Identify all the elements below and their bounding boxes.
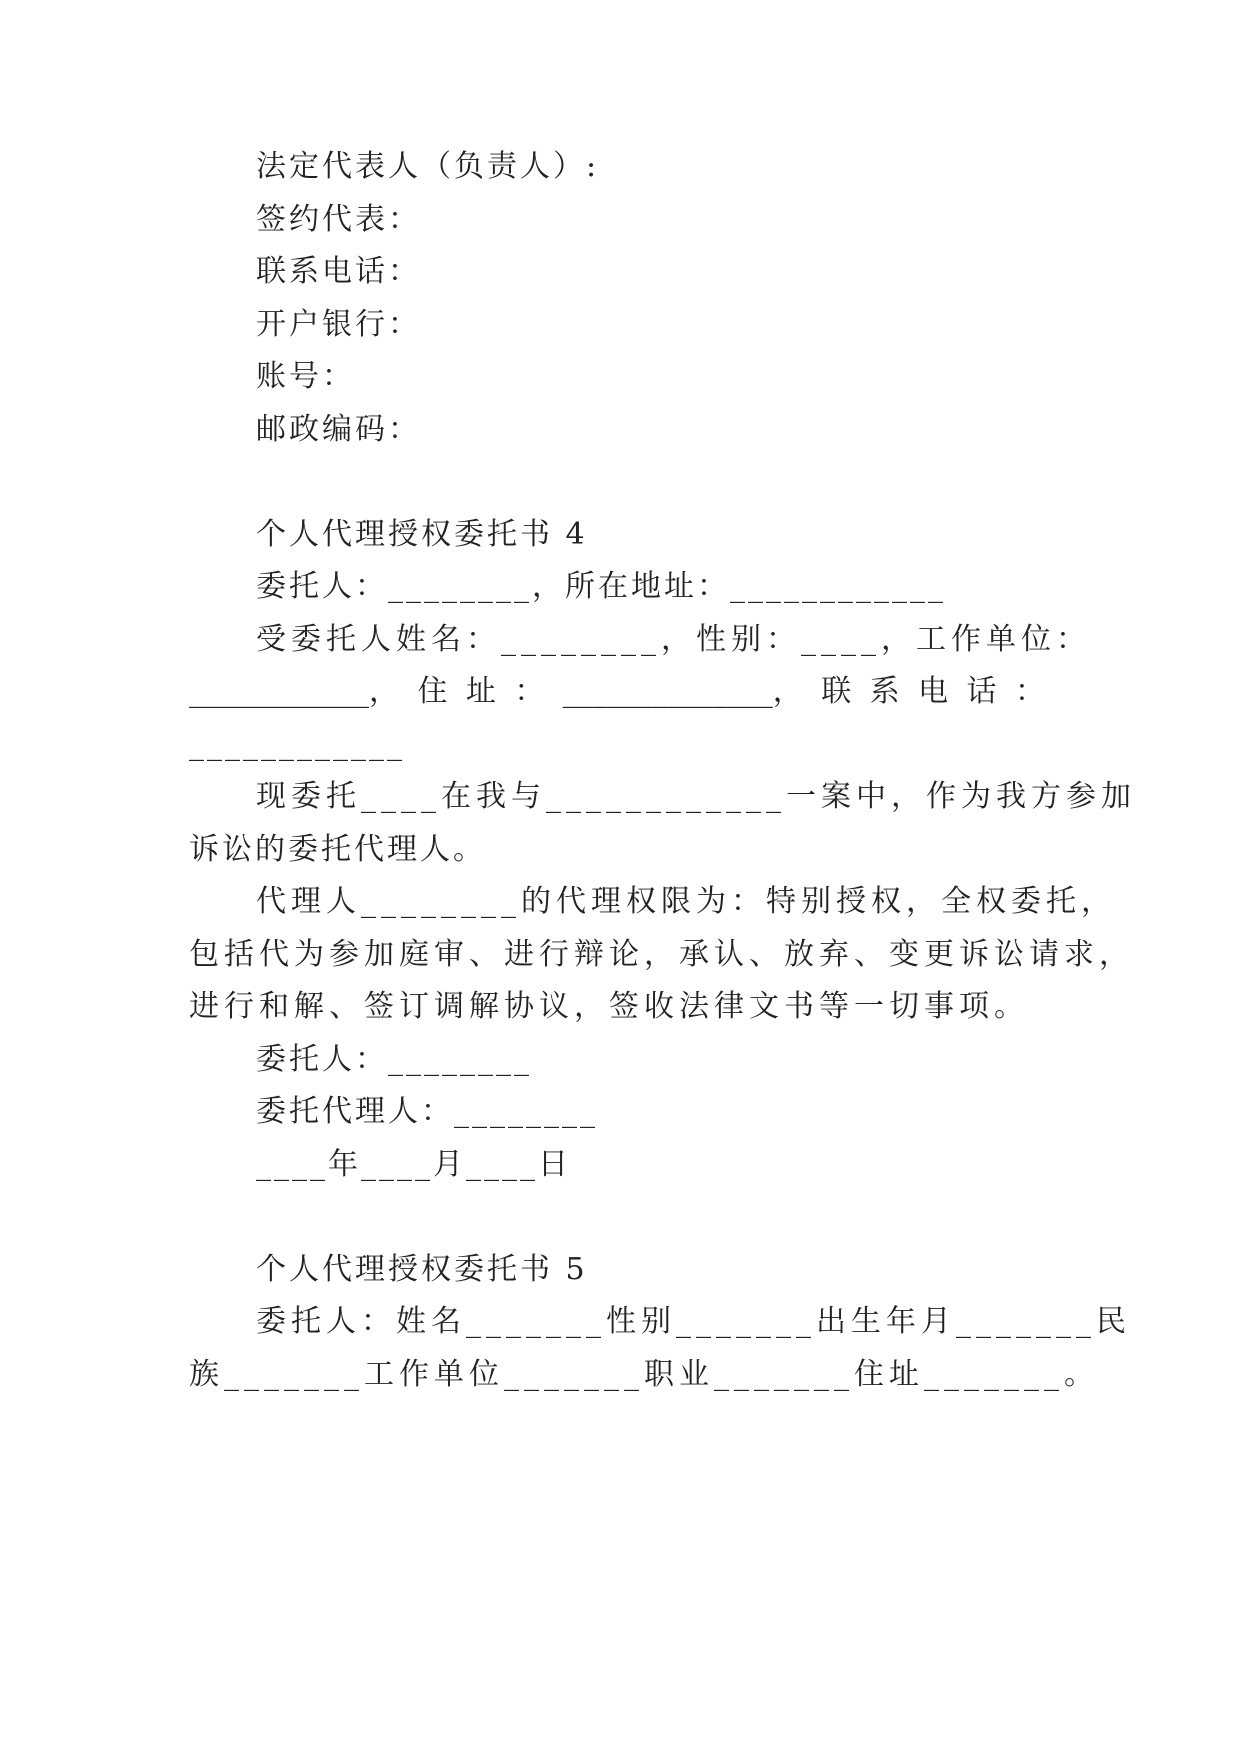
workplace-blank: ____________， bbox=[189, 674, 399, 709]
section4-sign-agent: 委托代理人：________ bbox=[256, 1094, 598, 1129]
signing-representative-line: 签约代表： bbox=[256, 202, 421, 237]
address-colon: ： bbox=[514, 674, 545, 709]
contact-phone-line: 联系电话： bbox=[256, 254, 421, 289]
account-line: 账号： bbox=[256, 359, 355, 394]
section4-agent-line-2 bbox=[189, 672, 1045, 712]
section5-title: 个人代理授权委托书 5 bbox=[256, 1252, 588, 1287]
address-blank: ______________， bbox=[562, 674, 803, 709]
section4-para2-line3: 进行和解、签订调解协议，签收法律文书等一切事项。 bbox=[189, 989, 1029, 1024]
section4-principal-line: 委托人：________，所在地址：____________ bbox=[256, 569, 946, 604]
address-char-2: 址 bbox=[465, 674, 496, 709]
section4-sign-principal: 委托人：________ bbox=[256, 1042, 532, 1077]
phone-char-2: 系 bbox=[869, 674, 900, 709]
address-char-1: 住 bbox=[417, 674, 448, 709]
phone-char-1: 联 bbox=[821, 674, 852, 709]
legal-representative-line: 法定代表人（负责人）: bbox=[256, 149, 600, 184]
section5-line2: 族_______工作单位_______职业_______住址_______。 bbox=[189, 1357, 1099, 1392]
section4-date: ____年____月____日 bbox=[256, 1147, 571, 1182]
section4-agent-line-3: ____________ bbox=[189, 727, 405, 762]
section4-title: 个人代理授权委托书 4 bbox=[256, 517, 588, 552]
section4-para2-line1: 代理人________的代理权限为：特别授权，全权委托， bbox=[256, 884, 1116, 919]
section5-line1: 委托人：姓名_______性别_______出生年月_______民 bbox=[256, 1304, 1131, 1339]
section4-para1-line2: 诉讼的委托代理人。 bbox=[189, 832, 486, 867]
postal-code-line: 邮政编码： bbox=[256, 412, 421, 447]
phone-char-3: 电 bbox=[918, 674, 949, 709]
section4-agent-line-1: 受委托人姓名：________，性别：____，工作单位： bbox=[256, 622, 1091, 657]
section4-para1-line1: 现委托____在我与____________一案中，作为我方参加 bbox=[256, 779, 1136, 814]
section4-para2-line2: 包括代为参加庭审、进行辩论，承认、放弃、变更诉讼请求， bbox=[189, 937, 1134, 972]
bank-line: 开户银行： bbox=[256, 307, 421, 342]
phone-colon: ： bbox=[1014, 674, 1045, 709]
phone-char-4: 话 bbox=[966, 674, 997, 709]
